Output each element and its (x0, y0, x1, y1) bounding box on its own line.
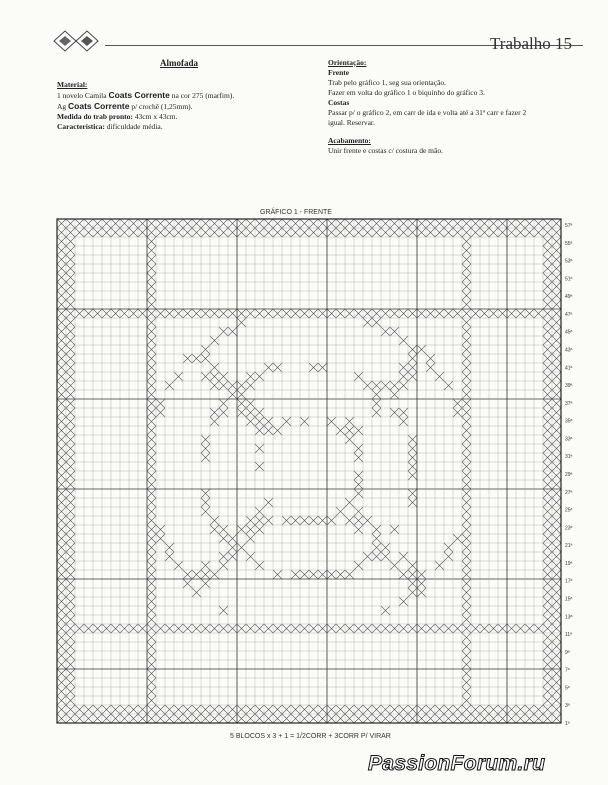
yarn-line: 1 novelo Camila Coats Corrente na cor 275 (marfim). (57, 90, 235, 100)
row-label: 47ª (565, 311, 573, 318)
row-label: 9ª (565, 649, 570, 656)
row-label: 13ª (565, 614, 573, 621)
row-label: 11ª (565, 632, 573, 639)
difficulty-line: Característica: dificuldade média. (57, 122, 163, 131)
row-label: 17ª (565, 578, 573, 585)
front-line-2: Fazer em volta do gráfico 1 o biquinho do gráfico 3. (328, 88, 485, 97)
materials-heading: Material: (57, 80, 88, 89)
row-label: 51ª (565, 276, 573, 283)
row-label: 57ª (565, 223, 573, 229)
row-label: 35ª (565, 418, 573, 425)
size-line: Medida do trab pronto: 43cm x 43cm. (57, 112, 178, 121)
row-label: 45ª (565, 329, 573, 336)
crochet-chart (55, 217, 580, 733)
row-label: 33ª (565, 436, 573, 443)
row-label: 29ª (565, 472, 573, 478)
chart-footer-note: 5 BLOCOS x 3 + 1 = 1/2CORR + 3CORR P/ VIRAR (230, 733, 391, 740)
hook-line: Ag Coats Corrente p/ crochê (1,25mm). (57, 101, 193, 111)
page-title: Trabalho 15 (490, 34, 573, 53)
hook-brand: Coats Corrente (68, 101, 130, 111)
chart-grid (57, 219, 561, 723)
back-line-2: igual. Reservar. (328, 118, 375, 127)
watermark-logo: PassionForum.ru (368, 752, 546, 775)
back-heading: Costas (328, 98, 350, 107)
materials-section (57, 80, 307, 132)
row-label: 39ª (565, 383, 573, 390)
row-label: 49ª (565, 294, 573, 301)
back-line-1: Passar p/ o gráfico 2, em carr de ida e volta até a 31ª carr e fazer 2 (328, 108, 527, 117)
instructions-heading: Orientação: (328, 58, 367, 67)
row-label: 25ª (565, 507, 573, 514)
row-label: 3ª (565, 703, 570, 710)
row-label: 1ª (565, 721, 570, 727)
row-label: 31ª (565, 454, 573, 461)
row-label: 53ª (565, 258, 573, 265)
row-label: 55ª (565, 240, 573, 247)
front-heading: Frente (328, 68, 350, 77)
row-label: 7ª (565, 667, 570, 674)
row-label: 41ª (565, 365, 573, 372)
finish-line: Unir frente e costas c/ costura de mão. (328, 146, 443, 155)
row-label: 43ª (565, 347, 573, 354)
yarn-brand: Coats Corrente (108, 90, 170, 100)
row-label: 19ª (565, 560, 573, 567)
row-label: 37ª (565, 400, 573, 407)
pillow-thumbnail-icon (50, 28, 102, 54)
project-name: Almofada (160, 58, 198, 68)
row-label: 23ª (565, 525, 573, 532)
row-label: 27ª (565, 489, 573, 496)
instructions-section (328, 58, 568, 156)
row-label: 21ª (565, 543, 573, 550)
front-line-1: Trab pelo gráfico 1, seg sua orientação. (328, 78, 447, 87)
finish-heading: Acabamento: (328, 136, 371, 145)
row-label: 15ª (565, 596, 573, 603)
row-label: 5ª (565, 685, 570, 692)
chart-title: GRÁFICO 1 - FRENTE (260, 209, 332, 216)
